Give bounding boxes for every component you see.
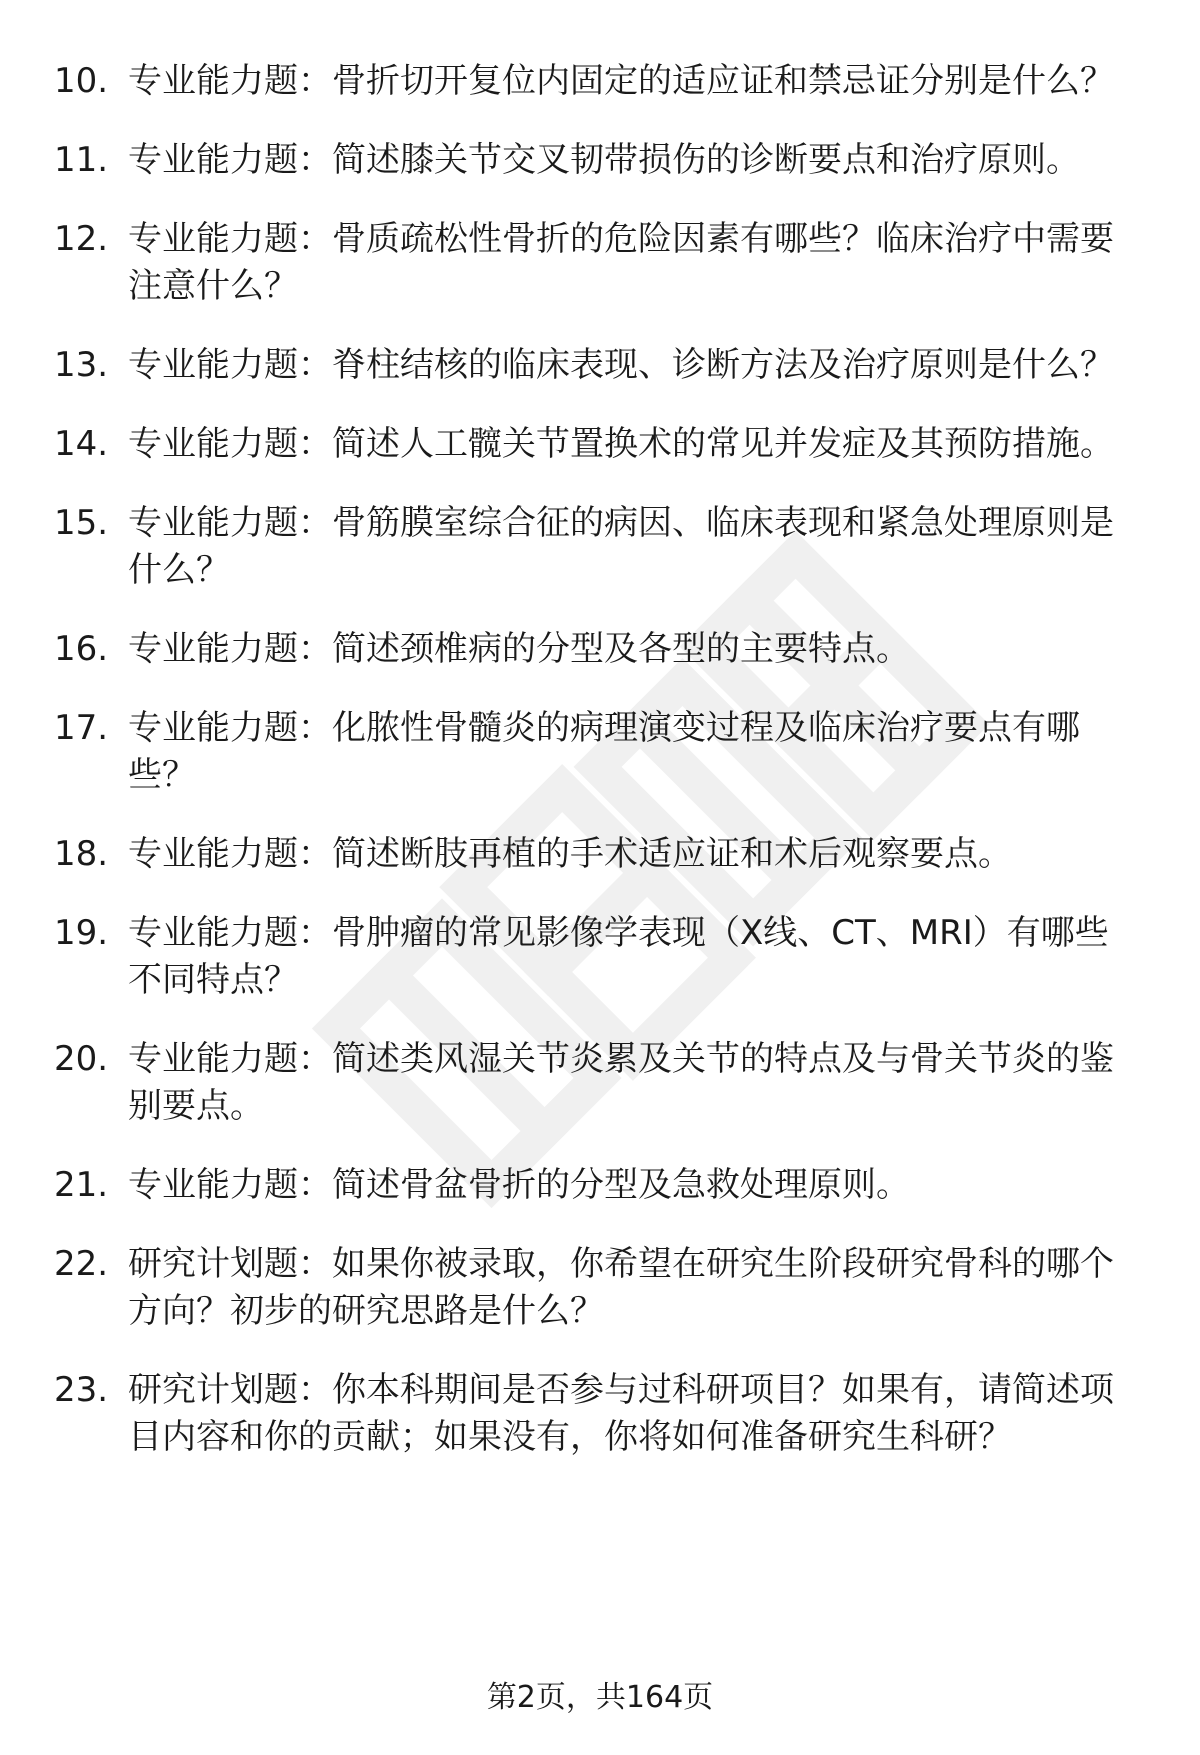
question-item-13	[0, 342, 1200, 389]
question-text: 简述人工髋关节置换术的常见并发症及其预防措施。	[332, 424, 1114, 464]
question-item-16	[0, 626, 1200, 673]
question-content	[128, 1241, 1140, 1335]
question-content	[128, 137, 1140, 184]
question-type: 专业能力题：	[128, 708, 332, 748]
question-text: 骨质疏松性骨折的危险因素有哪些？临床治疗中需要注意什么？	[128, 219, 1114, 306]
question-item-11	[0, 137, 1200, 184]
question-number: 21.	[54, 1165, 109, 1205]
question-number: 10.	[54, 61, 109, 101]
question-number: 13.	[54, 345, 109, 385]
question-number: 11.	[54, 140, 109, 180]
question-type: 专业能力题：	[128, 424, 332, 464]
question-type: 专业能力题：	[128, 219, 332, 259]
question-type: 专业能力题：	[128, 61, 332, 101]
question-text: 化脓性骨髓炎的病理演变过程及临床治疗要点有哪些？	[128, 708, 1080, 795]
question-item-12	[0, 216, 1200, 310]
question-item-23	[0, 1367, 1200, 1461]
question-content	[128, 705, 1140, 799]
page-number-label: 第2页，共164页	[486, 1680, 714, 1715]
question-number: 17.	[54, 708, 109, 748]
question-number: 18.	[54, 834, 109, 874]
question-item-21	[0, 1162, 1200, 1209]
question-type: 专业能力题：	[128, 1039, 332, 1079]
question-content	[128, 58, 1140, 105]
question-content	[128, 1036, 1140, 1130]
question-number: 14.	[54, 424, 109, 464]
question-type: 专业能力题：	[128, 629, 332, 669]
question-type: 专业能力题：	[128, 345, 332, 385]
question-text: 你本科期间是否参与过科研项目？如果有，请简述项目内容和你的贡献；如果没有，你将如何准备研究生科研？	[128, 1370, 1114, 1457]
question-text: 骨折切开复位内固定的适应证和禁忌证分别是什么？	[332, 61, 1114, 101]
question-content	[128, 500, 1140, 594]
question-content	[128, 626, 1140, 673]
question-number: 12.	[54, 219, 109, 259]
question-number: 22.	[54, 1244, 109, 1284]
question-number: 20.	[54, 1039, 109, 1079]
question-text: 简述类风湿关节炎累及关节的特点及与骨关节炎的鉴别要点。	[128, 1039, 1114, 1126]
question-type: 专业能力题：	[128, 503, 332, 543]
question-item-19	[0, 910, 1200, 1004]
question-item-17	[0, 705, 1200, 799]
question-item-22	[0, 1241, 1200, 1335]
page-footer	[0, 1678, 1200, 1718]
question-item-20	[0, 1036, 1200, 1130]
question-number: 15.	[54, 503, 109, 543]
question-number: 16.	[54, 629, 109, 669]
question-content	[128, 216, 1140, 310]
question-content	[128, 1162, 1140, 1209]
question-type: 研究计划题：	[128, 1244, 332, 1284]
question-content	[128, 910, 1140, 1004]
question-type: 专业能力题：	[128, 140, 332, 180]
question-number: 23.	[54, 1370, 109, 1410]
question-list	[0, 58, 1200, 1493]
question-text: 如果你被录取，你希望在研究生阶段研究骨科的哪个方向？初步的研究思路是什么？	[128, 1244, 1114, 1331]
question-type: 专业能力题：	[128, 913, 332, 953]
question-text: 简述膝关节交叉韧带损伤的诊断要点和治疗原则。	[332, 140, 1080, 180]
question-item-18	[0, 831, 1200, 878]
question-type: 专业能力题：	[128, 1165, 332, 1205]
question-text: 简述颈椎病的分型及各型的主要特点。	[332, 629, 910, 669]
question-text: 简述断肢再植的手术适应证和术后观察要点。	[332, 834, 1012, 874]
question-text: 骨肿瘤的常见影像学表现（X线、CT、MRI）有哪些不同特点？	[128, 913, 1109, 1000]
question-content	[128, 421, 1140, 468]
question-content	[128, 342, 1140, 389]
question-type: 研究计划题：	[128, 1370, 332, 1410]
question-item-14	[0, 421, 1200, 468]
question-item-10	[0, 58, 1200, 105]
question-number: 19.	[54, 913, 109, 953]
question-item-15	[0, 500, 1200, 594]
question-content	[128, 1367, 1140, 1461]
question-type: 专业能力题：	[128, 834, 332, 874]
question-content	[128, 831, 1140, 878]
question-text: 简述骨盆骨折的分型及急救处理原则。	[332, 1165, 910, 1205]
question-text: 骨筋膜室综合征的病因、临床表现和紧急处理原则是什么？	[128, 503, 1114, 590]
question-text: 脊柱结核的临床表现、诊断方法及治疗原则是什么？	[332, 345, 1114, 385]
